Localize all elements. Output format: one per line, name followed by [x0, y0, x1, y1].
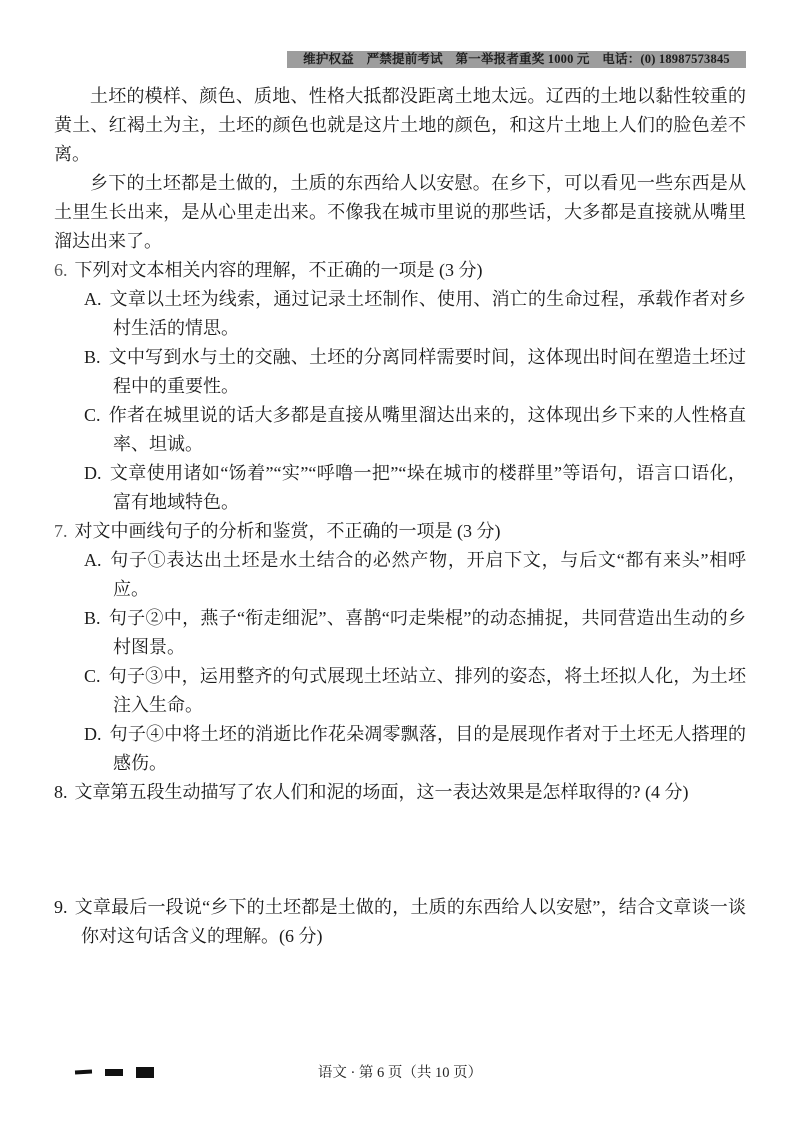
question-stem-text: 下列对文本相关内容的理解，不正确的一项是 (3 分) — [74, 260, 483, 280]
question-6-stem — [54, 256, 746, 285]
question-6-option-b — [84, 343, 746, 401]
option-text: 句子②中，燕子“衔走细泥”、喜鹊“叼走柴棍”的动态捕捉，共同营造出生动的乡村图景。 — [108, 608, 746, 657]
question-stem-text: 文章最后一段说“乡下的土坯都是土做的，土质的东西给人以安慰”，结合文章谈一谈你对这句话含义的理解。(6 分) — [74, 897, 746, 946]
question-number: 7. — [54, 521, 68, 541]
question-number: 9. — [54, 897, 68, 917]
option-label: D. — [84, 463, 102, 483]
question-stem-text: 对文中画线句子的分析和鉴赏，不正确的一项是 (3 分) — [74, 521, 501, 541]
question-7-option-d — [84, 720, 746, 778]
option-label: D. — [84, 724, 102, 744]
question-7 — [54, 517, 746, 778]
question-8 — [54, 778, 746, 807]
passage-paragraph: 土坯的模样、颜色、质地、性格大抵都没距离土地太远。辽西的土地以黏性较重的黄土、红褐土为主，土坯的颜色也就是这片土地的颜色，和这片土地上人们的脸色差不离。 — [54, 86, 746, 164]
option-text: 句子①表达出土坯是水土结合的必然产物，开启下文，与后文“都有来头”相呼应。 — [109, 550, 746, 599]
page-footer: 语文 · 第 6 页（共 10 页） — [317, 1065, 483, 1081]
question-7-option-a — [84, 546, 746, 604]
question-9-stem — [54, 893, 746, 951]
question-7-option-b — [84, 604, 746, 662]
option-label: A. — [84, 550, 102, 570]
option-label: B. — [84, 347, 101, 367]
question-number: 6. — [54, 260, 68, 280]
question-9 — [54, 893, 746, 951]
question-7-stem — [54, 517, 746, 546]
question-6-option-d — [84, 459, 746, 517]
option-label: A. — [84, 289, 102, 309]
question-8-stem — [54, 778, 746, 807]
option-text: 文中写到水与土的交融、土坯的分离同样需要时间，这体现出时间在塑造土坯过程中的重要性。 — [108, 347, 746, 396]
question-stem-text: 文章第五段生动描写了农人们和泥的场面，这一表达效果是怎样取得的? (4 分) — [74, 782, 689, 802]
anti-cheating-notice: 维护权益 严禁提前考试 第一举报者重奖 1000 元 电话：(0) 18987573845 — [287, 51, 746, 68]
question-6-option-a — [84, 285, 746, 343]
option-text: 句子④中将土坯的消逝比作花朵凋零飘落，目的是展现作者对于土坯无人搭理的感伤。 — [109, 724, 746, 773]
question-7-option-c — [84, 662, 746, 720]
option-text: 句子③中，运用整齐的句式展现土坯站立、排列的姿态，将土坯拟人化，为土坯注入生命。 — [108, 666, 746, 715]
option-text: 文章以土坯为线索，通过记录土坯制作、使用、消亡的生命过程，承载作者对乡村生活的情思。 — [109, 289, 746, 338]
question-6 — [54, 256, 746, 517]
passage-paragraph: 乡下的土坯都是土做的，土质的东西给人以安慰。在乡下，可以看见一些东西是从土里生长出来，是从心里走出来。不像我在城市里说的那些话，大多都是直接就从嘴里溜达出来了。 — [54, 173, 746, 251]
question-6-option-c — [84, 401, 746, 459]
option-text: 作者在城里说的话大多都是直接从嘴里溜达出来的，这体现出乡下来的人性格直率、坦诚。 — [108, 405, 746, 454]
option-text: 文章使用诸如“饧着”“实”“呼噜一把”“垛在城市的楼群里”等语句，语言口语化，富有地域特色。 — [109, 463, 746, 512]
option-label: C. — [84, 666, 101, 686]
option-label: B. — [84, 608, 101, 628]
page-content — [54, 82, 746, 951]
option-label: C. — [84, 405, 101, 425]
question-number: 8. — [54, 782, 68, 802]
